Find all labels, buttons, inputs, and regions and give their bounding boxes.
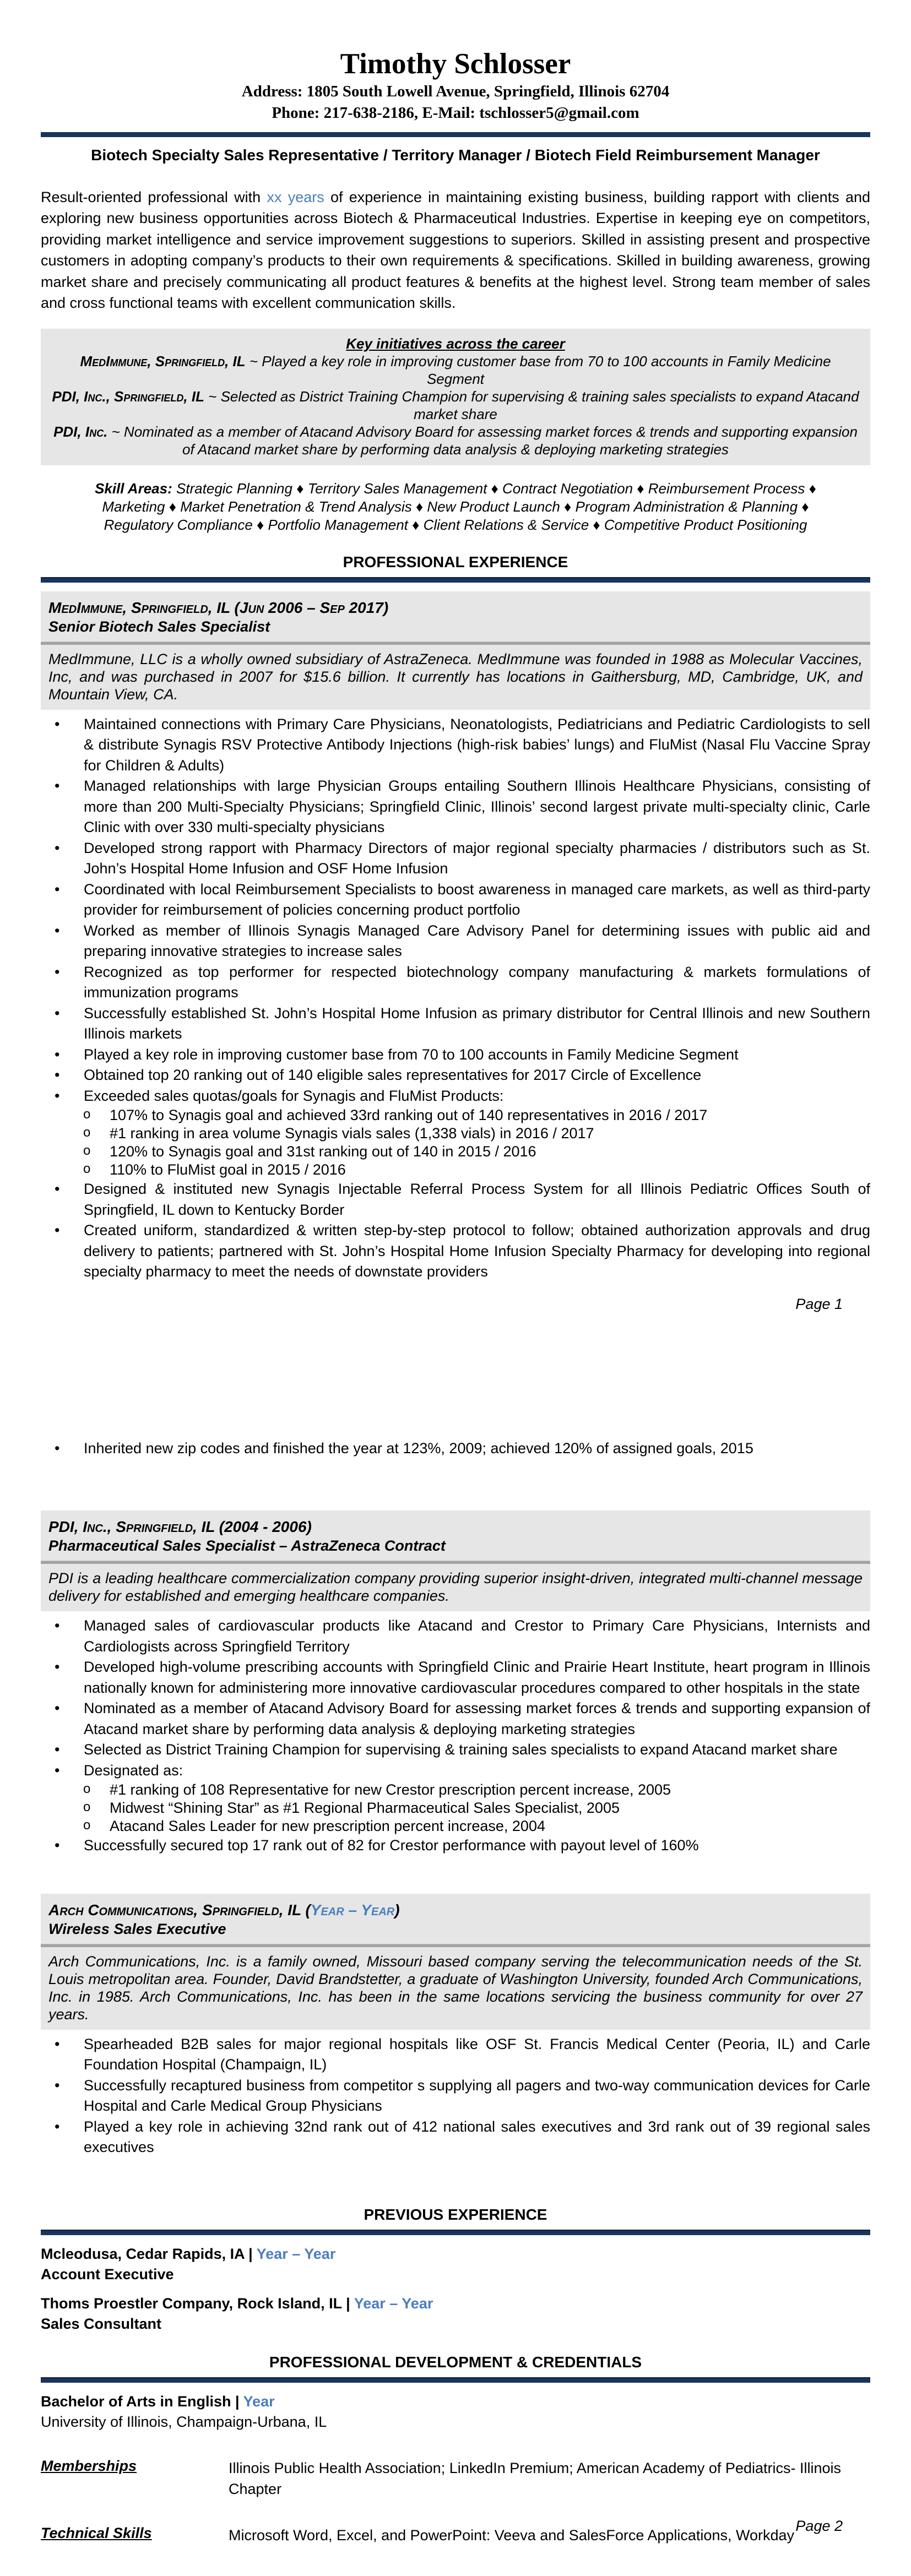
bullet-item [41,1835,870,1856]
job-divider [41,1944,870,1947]
contact-phone-email: Phone: 217-638-2186, E-Mail: tschlosser5@gmail.com [272,104,639,122]
job-role: Wireless Sales Executive [48,1920,226,1937]
section-rule [41,2377,870,2383]
skill-areas-list: Strategic Planning ♦ Territory Sales Management ♦ Contract Negotiation ♦ Reimbursement Process ♦ Marketing ♦ Market Penetration & Trend Analysis ♦ New Product Launch ♦ Program Administration & Planning ♦ Regulatory Compliance ♦ Portfolio Management ♦ Client Relations & Service ♦ Competitive Product Positioning [102,480,816,533]
job-divider [41,642,870,645]
section-rule [41,2230,870,2235]
key-initiative-item [51,423,860,458]
job-header-box [41,1894,870,2030]
bullet-item [41,962,870,1003]
section-rule [41,577,870,583]
sub-bullet-item [41,1106,870,1124]
sub-bullet-item [41,1817,870,1835]
key-initiative-company: MedImmune, Springfield, IL [80,352,246,369]
job-company: Arch Communications, Springfield, IL ( [48,1901,311,1919]
sub-bullet-item [41,1161,870,1179]
section-heading-previous-experience: PREVIOUS EXPERIENCE [364,2205,547,2223]
previous-experience-entry [41,2294,870,2334]
bullet-item [41,776,870,838]
sub-bullet-text: 120% to Synagis goal and 31st ranking out of 140 in 2015 / 2016 [110,1143,536,1160]
previous-years-placeholder: Year – Year [256,2245,336,2262]
bullet-item [41,1616,870,1657]
sub-bullet-item [41,1124,870,1143]
credential-row [41,2525,870,2546]
previous-company: Mcleodusa, Cedar Rapids, IA | [41,2245,257,2262]
bullet-marker-icon: • [55,1659,60,1676]
credential-label: Technical Skills [41,2524,152,2541]
previous-company-line [41,2244,870,2264]
bullet-text: Recognized as top performer for respected biotechnology company manufacturing & markets formulations of immunization programs [84,963,870,1001]
page2-footer: Page 2 [795,2518,843,2534]
summary-paragraph [41,187,870,314]
bullet-marker-icon: • [55,2118,60,2135]
bullet-marker-icon: • [55,1837,60,1854]
job-years-placeholder: Year – Year [310,1901,395,1919]
bullet-item [41,1740,870,1760]
previous-company: Thoms Proestler Company, Rock Island, IL | [41,2295,354,2312]
key-initiatives-box [41,329,870,465]
bullet-text: Maintained connections with Primary Care Physicians, Neonatologists, Pediatricians and Pediatric Cardiologists to sell & distribute Synagis RSV Protective Antibody Injections (high-risk babies’ lungs) and FluMist (Nasal Flu Vaccine Spray for Children & Adults) [84,715,870,774]
education-school: University of Illinois, Champaign-Urbana, IL [41,2413,327,2430]
bullet-text: Managed relationships with large Physician Groups entailing Southern Illinois Healthcare Physicians, consisting of more than 200 Multi-Specialty Physicians; Springfield Clinic, Illinois’ second largest private multi-specialty clinic, Carle Clinic with over 330 multi-specialty physicians [84,778,870,836]
bullet-marker-icon: • [55,881,60,898]
bullet-item [41,1045,870,1066]
job-company-suffix: ) [394,1901,400,1919]
job-company-line [48,1517,863,1536]
bullet-marker-icon: • [55,922,60,939]
key-initiative-item [51,388,860,423]
bullet-item [41,714,870,776]
bullet-item [41,1698,870,1740]
bullet-item [41,2075,870,2117]
bullet-text: Successfully recaptured business from competitor s supplying all pagers and two-way communication devices for Carle Hospital and Carle Medical Group Physicians [84,2077,870,2115]
bullet-marker-icon: • [55,1741,60,1758]
bullet-item [41,2034,870,2075]
job-description: MedImmune, LLC is a wholly owned subsidiary of AstraZeneca. MedImmune was founded in 1988 as Molecular Vaccines, Inc, and was purchased in 2007 for $15.6 billion. It currently has locations in Gaithersburg, MD, Cambridge, UK, and Mountain View, CA. [48,650,863,703]
job-description: Arch Communications, Inc. is a family owned, Missouri based company serving the telecommunication needs of the St. Louis metropolitan area. Founder, David Brandstetter, a graduate of Washington University, founded Arch Communications, Inc. in 1985. Arch Communications, Inc. has been in the same locations servicing the business community for over 27 years. [48,1953,863,2023]
key-initiative-company: PDI, Inc. [53,423,108,440]
bullet-text: Selected as District Training Champion for supervising & training sales specialists to expand Atacand market share [84,1741,838,1758]
sub-bullet-marker-icon: o [83,1125,91,1140]
job-header-box [41,1510,870,1611]
bullet-text: Created uniform, standardized & written step-by-step protocol to follow; obtained authorization approvals and drug delivery to patients; partnered with St. John’s Hospital Home Infusion Specialty Pharmacy for developing into regional specialty pharmacy to meet the needs of downstate providers [84,1222,870,1280]
sub-bullet-text: Midwest “Shining Star” as #1 Regional Pharmaceutical Sales Specialist, 2005 [110,1800,620,1817]
sub-bullet-item [41,1143,870,1161]
bullet-marker-icon: • [55,715,60,732]
section-heading-professional-experience: PROFESSIONAL EXPERIENCE [343,553,568,570]
sub-bullet-text: Atacand Sales Leader for new prescription percent increase, 2004 [110,1818,545,1835]
bullet-item [41,2117,870,2158]
bullet-item [41,1065,870,1086]
header-rule [41,132,870,137]
bullet-item [41,1657,870,1698]
job-entry [41,591,870,1282]
credential-value: Microsoft Word, Excel, and PowerPoint: Veeva and SalesForce Applications, Workday [229,2526,795,2544]
education-entry [41,2392,870,2432]
bullet-marker-icon: • [55,1004,60,1021]
summary-text-start: Result-oriented professional with [41,188,267,205]
bullet-marker-icon: • [55,1222,60,1239]
page1-footer: Page 1 [795,1295,843,1312]
section-heading-professional-development: PROFESSIONAL DEVELOPMENT & CREDENTIALS [269,2353,642,2371]
sub-bullet-text: 107% to Synagis goal and achieved 33rd ranking out of 140 representatives in 2016 / 2017 [110,1107,708,1124]
bullet-text: Played a key role in improving customer base from 70 to 100 accounts in Family Medicine Segment [84,1046,739,1063]
bullet-text: Played a key role in achieving 32nd rank out of 412 national sales executives and 3rd rank out of 39 regional sales executives [84,2118,870,2156]
bullet-item [41,921,870,962]
carryover-bullet-item [41,1438,870,1459]
bullet-item [41,1220,870,1282]
credential-value: Illinois Public Health Association; LinkedIn Premium; American Academy of Pediatrics- Illinois Chapter [229,2459,841,2497]
credential-label: Memberships [41,2457,137,2474]
previous-years-placeholder: Year – Year [354,2295,433,2312]
headline: Biotech Specialty Sales Representative / Territory Manager / Biotech Field Reimbursement Manager [91,146,820,164]
sub-bullet-marker-icon: o [83,1161,91,1177]
summary-text-end: of experience in maintaining existing business, building rapport with clients and exploring new business opportunities across Biotech & Pharmaceutical Industries. Expertise in keeping eye on competitors, providing market intelligence and service improvement suggestions to superiors. Skilled in assisting present and prospective customers in adopting company’s products to their own requirements & specifications. Skilled in building awareness, growing market share and precisely communicating all product features & benefits at the highest level. Strong team member of sales and cross functional teams with excellent communication skills. [41,188,870,312]
sub-bullet-text: #1 ranking in area volume Synagis vials sales (1,338 vials) in 2016 / 2017 [110,1125,594,1142]
bullet-item [41,838,870,879]
bullet-item [41,1003,870,1045]
bullet-marker-icon: • [55,2035,60,2052]
education-degree: Bachelor of Arts in English | [41,2393,243,2410]
job-company: PDI, Inc., Springfield, IL (2004 - 2006) [48,1518,312,1536]
bullet-list [41,1616,870,1856]
bullet-text: Inherited new zip codes and finished the year at 123%, 2009; achieved 120% of assigned goals, 2015 [84,1439,753,1457]
bullet-text: Successfully secured top 17 rank out of 82 for Crestor performance with payout level of 160% [84,1837,699,1854]
key-initiative-company: PDI, Inc., Springfield, IL [52,388,204,405]
key-initiative-text: ~ Selected as District Training Champion for supervising & training sales specialists to expand Atacand market share [204,388,859,422]
bullet-marker-icon: • [55,1087,60,1104]
sub-bullet-text: #1 ranking of 108 Representative for new Crestor prescription percent increase, 2005 [110,1781,671,1798]
previous-role: Sales Consultant [41,2315,162,2332]
previous-role: Account Executive [41,2265,174,2282]
job-company-line [48,598,863,617]
bullet-item [41,1760,870,1781]
bullet-marker-icon: • [55,1700,60,1717]
contact-address: Address: 1805 South Lowell Avenue, Springfield, Illinois 62704 [241,82,670,100]
sub-bullet-item [41,1781,870,1799]
bullet-marker-icon: • [55,778,60,795]
bullet-marker-icon: • [55,2077,60,2094]
credential-row [41,2458,870,2499]
bullet-text: Managed sales of cardiovascular products like Atacand and Crestor to Primary Care Physicians, Internists and Cardiologists across Springfield Territory [84,1617,870,1655]
previous-company-line [41,2294,870,2314]
bullet-item [41,879,870,921]
sub-bullet-marker-icon: o [83,1107,91,1122]
page-break-gap [41,1313,870,1438]
job-role: Pharmaceutical Sales Specialist – AstraZeneca Contract [48,1537,446,1555]
job-company-line [48,1900,863,1920]
job-company: MedImmune, Springfield, IL (Jun 2006 – Sep 2017) [48,599,389,616]
bullet-marker-icon: • [55,963,60,980]
bullet-marker-icon: • [55,1762,60,1779]
job-header-box [41,591,870,710]
bullet-item [41,1086,870,1107]
previous-experience-entry [41,2244,870,2285]
bullet-text: Spearheaded B2B sales for major regional hospitals like OSF St. Francis Medical Center (Peoria, IL) and Carle Foundation Hospital (Champaign, IL) [84,2035,870,2073]
bullet-text: Exceeded sales quotas/goals for Synagis and FluMist Products: [84,1087,504,1104]
job-description: PDI is a leading healthcare commercialization company providing superior insight-driven, integrated multi-channel message delivery for established and emerging healthcare companies. [48,1570,863,1605]
bullet-text: Designed & instituted new Synagis Injectable Referral Process System for all Illinois Pediatric Offices South of Springfield, IL down to Kentucky Border [84,1181,870,1218]
sub-bullet-marker-icon: o [83,1781,91,1797]
bullet-text: Developed high-volume prescribing accounts with Springfield Clinic and Prairie Heart Institute, heart program in Illinois nationally known for administering more innovative cardiovascular procedures compared to other hospitals in the state [84,1659,870,1696]
education-degree-line [41,2392,870,2412]
person-name: Timothy Schlosser [340,48,571,80]
bullet-marker-icon: • [55,1181,60,1198]
job-role: Senior Biotech Sales Specialist [48,618,270,635]
summary-years-placeholder: xx years [267,188,324,205]
sub-bullet-item [41,1799,870,1817]
bullet-marker-icon: • [55,1439,60,1457]
key-initiative-text: ~ Nominated as a member of Atacand Advisory Board for assessing market forces & trends and supporting expansion of Atacand market share by performing data analysis & deploying marketing strategies [107,423,858,458]
bullet-item [41,1179,870,1220]
bullet-text: Worked as member of Illinois Synagis Managed Care Advisory Panel for determining issues with public aid and preparing innovative strategies to increase sales [84,922,870,960]
bullet-text: Developed strong rapport with Pharmacy Directors of major regional specialty pharmacies / distributors such as St. John’s Hospital Home Infusion and OSF Home Infusion [84,839,870,877]
bullet-list [41,2034,870,2158]
bullet-marker-icon: • [55,1067,60,1084]
job-entry [41,1510,870,1885]
sub-bullet-marker-icon: o [83,1818,91,1833]
bullet-text: Nominated as a member of Atacand Advisory Board for assessing market forces & trends and supporting expansion of Atacand market share by performing data analysis & deploying marketing strategies [84,1700,870,1737]
bullet-marker-icon: • [55,1046,60,1063]
bullet-text: Successfully established St. John’s Hospital Home Infusion as primary distributor for Central Illinois and new Southern Illinois markets [84,1004,870,1042]
skill-areas-label: Skill Areas: [95,480,172,497]
sub-bullet-text: 110% to FluMist goal in 2015 / 2016 [110,1161,346,1178]
skill-areas [89,480,822,534]
bullet-text: Designated as: [84,1762,183,1779]
sub-bullet-marker-icon: o [83,1800,91,1815]
bullet-marker-icon: • [55,1617,60,1634]
bullet-marker-icon: • [55,839,60,856]
key-initiatives-title: Key initiatives across the career [346,335,565,352]
education-year-placeholder: Year [243,2393,275,2410]
key-initiative-item [51,352,860,388]
job-divider [41,1561,870,1564]
bullet-text: Coordinated with local Reimbursement Specialists to boost awareness in managed care markets, as well as third-party provider for reimbursement of policies concerning product portfolio [84,881,870,919]
bullet-list [41,714,870,1282]
bullet-text: Obtained top 20 ranking out of 140 eligible sales representatives for 2017 Circle of Excellence [84,1067,702,1084]
key-initiative-text: ~ Played a key role in improving customer base from 70 to 100 accounts in Family Medicine Segment [245,352,831,387]
job-entry [41,1894,870,2187]
sub-bullet-marker-icon: o [83,1143,91,1159]
